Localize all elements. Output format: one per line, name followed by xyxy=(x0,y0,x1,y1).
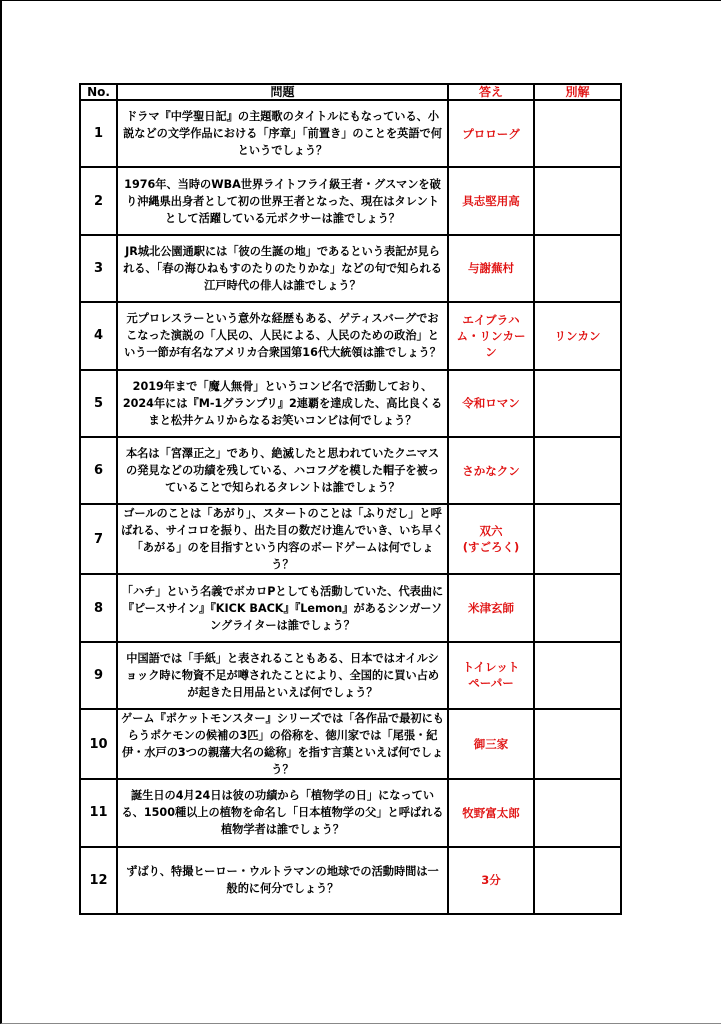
table-row xyxy=(80,847,621,914)
question-cell: JR城北公園通駅には「彼の生誕の地」であるという表記が見られる、「春の海ひねもすのたりのたりかな」などの句で知られる江戸時代の俳人は誰でしょう？ xyxy=(117,235,448,302)
alt-answer-cell xyxy=(534,779,621,846)
question-cell: ゲーム『ポケットモンスター』シリーズでは「各作品で最初にもらうポケモンの候補の3匹」の俗称を、徳川家では「尾張・紀伊・水戸の3つの親藩大名の総称」を指す言葉といえば何でしょう？ xyxy=(117,709,448,779)
alt-answer-cell: リンカン xyxy=(534,302,621,369)
answer-cell: エイブラハム・リンカーン xyxy=(448,302,534,369)
answer-cell: 牧野富太郎 xyxy=(448,779,534,846)
question-cell: 中国語では「手紙」と表されることもある、日本ではオイルショック時に物資不足が噂されたことにより、全国的に買い占めが起きた日用品といえば何でしょう？ xyxy=(117,642,448,709)
answer-cell: トイレット ペーパー xyxy=(448,642,534,709)
alt-answer-cell xyxy=(534,504,621,574)
row-number: 3 xyxy=(80,235,117,302)
question-cell: 誕生日の4月24日は彼の功績から「植物学の日」になっている、1500種以上の植物を命名し「日本植物学の父」と呼ばれる植物学者は誰でしょう？ xyxy=(117,779,448,846)
row-number: 7 xyxy=(80,504,117,574)
row-number: 9 xyxy=(80,642,117,709)
row-number: 2 xyxy=(80,167,117,234)
row-number: 5 xyxy=(80,370,117,437)
table-row xyxy=(80,779,621,846)
alt-answer-cell xyxy=(534,642,621,709)
table-row xyxy=(80,370,621,437)
table-row xyxy=(80,235,621,302)
answer-cell: 与謝蕪村 xyxy=(448,235,534,302)
answer-cell: 双六 (すごろく) xyxy=(448,504,534,574)
table-row xyxy=(80,100,621,167)
header-no: No. xyxy=(80,84,117,100)
row-number: 4 xyxy=(80,302,117,369)
alt-answer-cell xyxy=(534,709,621,779)
answer-cell: 米津玄師 xyxy=(448,574,534,641)
answer-cell: 御三家 xyxy=(448,709,534,779)
alt-answer-cell xyxy=(534,574,621,641)
table-row xyxy=(80,709,621,779)
table-row xyxy=(80,167,621,234)
row-number: 10 xyxy=(80,709,117,779)
alt-answer-cell xyxy=(534,100,621,167)
header-answer: 答え xyxy=(448,84,534,100)
alt-answer-cell xyxy=(534,437,621,504)
row-number: 8 xyxy=(80,574,117,641)
answer-cell: 具志堅用高 xyxy=(448,167,534,234)
question-cell: 「ハチ」という名義でボカロPとしても活動していた、代表曲に『ピースサイン』『KICK BACK』『Lemon』があるシンガーソングライターは誰でしょう？ xyxy=(117,574,448,641)
row-number: 6 xyxy=(80,437,117,504)
table-row xyxy=(80,437,621,504)
quiz-table xyxy=(79,83,622,915)
row-number: 12 xyxy=(80,847,117,914)
alt-answer-cell xyxy=(534,847,621,914)
question-cell: 元プロレスラーという意外な経歴もある、ゲティスバーグでおこなった演説の「人民の、人民による、人民のための政治」という一節が有名なアメリカ合衆国第16代大統領は誰でしょう？ xyxy=(117,302,448,369)
header-row xyxy=(80,84,621,100)
answer-cell: 3分 xyxy=(448,847,534,914)
table-row xyxy=(80,302,621,369)
alt-answer-cell xyxy=(534,370,621,437)
table-row xyxy=(80,574,621,641)
answer-cell: 令和ロマン xyxy=(448,370,534,437)
question-cell: ドラマ『中学聖日記』の主題歌のタイトルにもなっている、小説などの文学作品における「序章」「前置き」のことを英語で何というでしょう？ xyxy=(117,100,448,167)
question-cell: 1976年、当時のWBA世界ライトフライ級王者・グスマンを破り沖縄県出身者として初の世界王者となった、現在はタレントとして活躍している元ボクサーは誰でしょう？ xyxy=(117,167,448,234)
answer-cell: さかなクン xyxy=(448,437,534,504)
header-alt-answer: 別解 xyxy=(534,84,621,100)
alt-answer-cell xyxy=(534,235,621,302)
header-question: 問題 xyxy=(117,84,448,100)
table-row xyxy=(80,642,621,709)
question-cell: 本名は「宮澤正之」であり、絶滅したと思われていたクニマスの発見などの功績を残している、ハコフグを模した帽子を被っていることで知られるタレントは誰でしょう？ xyxy=(117,437,448,504)
table-row xyxy=(80,504,621,574)
answer-cell: プロローグ xyxy=(448,100,534,167)
alt-answer-cell xyxy=(534,167,621,234)
row-number: 11 xyxy=(80,779,117,846)
question-cell: 2019年まで「魔人無骨」というコンビ名で活動しており、2024年には『M-1グランプリ』2連覇を達成した、高比良くるまと松井ケムリからなるお笑いコンビは何でしょう？ xyxy=(117,370,448,437)
question-cell: ゴールのことは「あがり」、スタートのことは「ふりだし」と呼ばれる、サイコロを振り、出た目の数だけ進んでいき、いち早く「あがる」のを目指すという内容のボードゲームは何でしょう？ xyxy=(117,504,448,574)
question-cell: ずばり、特撮ヒーロー・ウルトラマンの地球での活動時間は一般的に何分でしょう？ xyxy=(117,847,448,914)
row-number: 1 xyxy=(80,100,117,167)
